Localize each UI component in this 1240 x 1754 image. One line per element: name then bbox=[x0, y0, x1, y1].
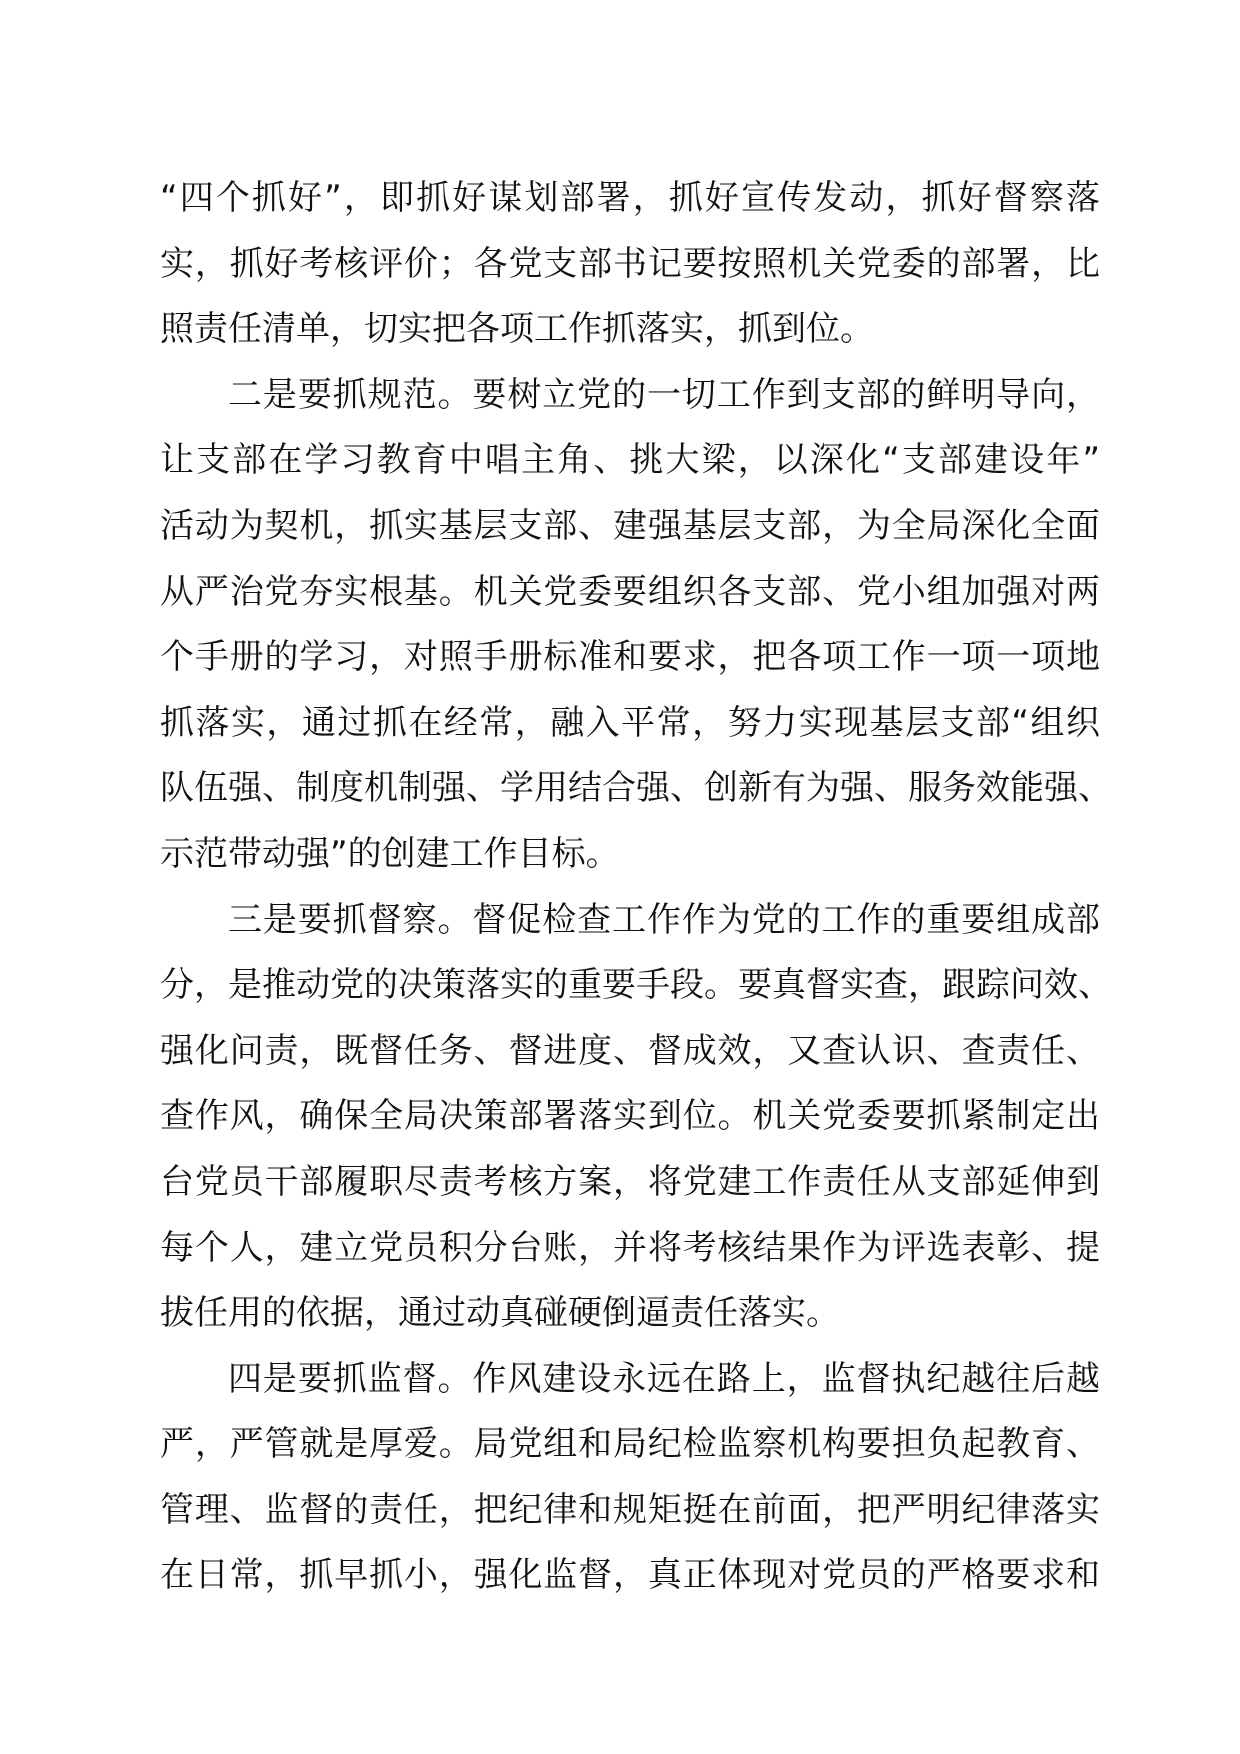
paragraph-start-line: 四是要抓监督。作风建设永远在路上，监督执纪越往后越 bbox=[228, 1358, 1100, 1399]
body-text bbox=[160, 166, 1112, 1609]
text-line: “四个抓好”，即抓好谋划部署，抓好宣传发动，抓好督察落 bbox=[160, 178, 1100, 218]
text-line: 照责任清单，切实把各项工作抓落实，抓到位。 bbox=[160, 309, 874, 350]
paragraph-start-line: 二是要抓规范。要树立党的一切工作到支部的鲜明导向， bbox=[228, 374, 1100, 415]
text-line: 管理、监督的责任，把纪律和规矩挺在前面，把严明纪律落实 bbox=[160, 1489, 1100, 1530]
paragraph-start-line: 三是要抓督察。督促检查工作作为党的工作的重要组成部 bbox=[228, 899, 1100, 940]
text-line: 拔任用的依据，通过动真碰硬倒逼责任落实。 bbox=[160, 1293, 840, 1334]
text-line: 实，抓好考核评价；各党支部书记要按照机关党委的部署，比 bbox=[160, 243, 1100, 284]
text-line: 示范带动强”的创建工作目标。 bbox=[160, 833, 620, 874]
text-line: 严，严管就是厚爱。局党组和局纪检监察机构要担负起教育、 bbox=[160, 1424, 1100, 1465]
text-line: 分，是推动党的决策落实的重要手段。要真督实查，跟踪问效、 bbox=[160, 965, 1112, 1006]
text-line: 在日常，抓早抓小，强化监督，真正体现对党员的严格要求和 bbox=[160, 1555, 1100, 1596]
text-line: 强化问责，既督任务、督进度、督成效，又查认识、查责任、 bbox=[160, 1030, 1100, 1071]
text-line: 活动为契机，抓实基层支部、建强基层支部，为全局深化全面 bbox=[160, 505, 1100, 546]
text-line: 个手册的学习，对照手册标准和要求，把各项工作一项一项地 bbox=[160, 637, 1100, 678]
text-line: 从严治党夯实根基。机关党委要组织各支部、党小组加强对两 bbox=[160, 571, 1100, 612]
text-line: 抓落实，通过抓在经常，融入平常，努力实现基层支部“组织 bbox=[160, 702, 1100, 743]
text-line: 队伍强、制度机制强、学用结合强、创新有为强、服务效能强、 bbox=[160, 768, 1112, 809]
text-line: 台党员干部履职尽责考核方案，将党建工作责任从支部延伸到 bbox=[160, 1161, 1100, 1202]
text-line: 让支部在学习教育中唱主角、挑大梁，以深化“支部建设年” bbox=[160, 440, 1100, 481]
text-line: 查作风，确保全局决策部署落实到位。机关党委要抓紧制定出 bbox=[160, 1096, 1100, 1137]
text-line: 每个人，建立党员积分台账，并将考核结果作为评选表彰、提 bbox=[160, 1227, 1100, 1268]
